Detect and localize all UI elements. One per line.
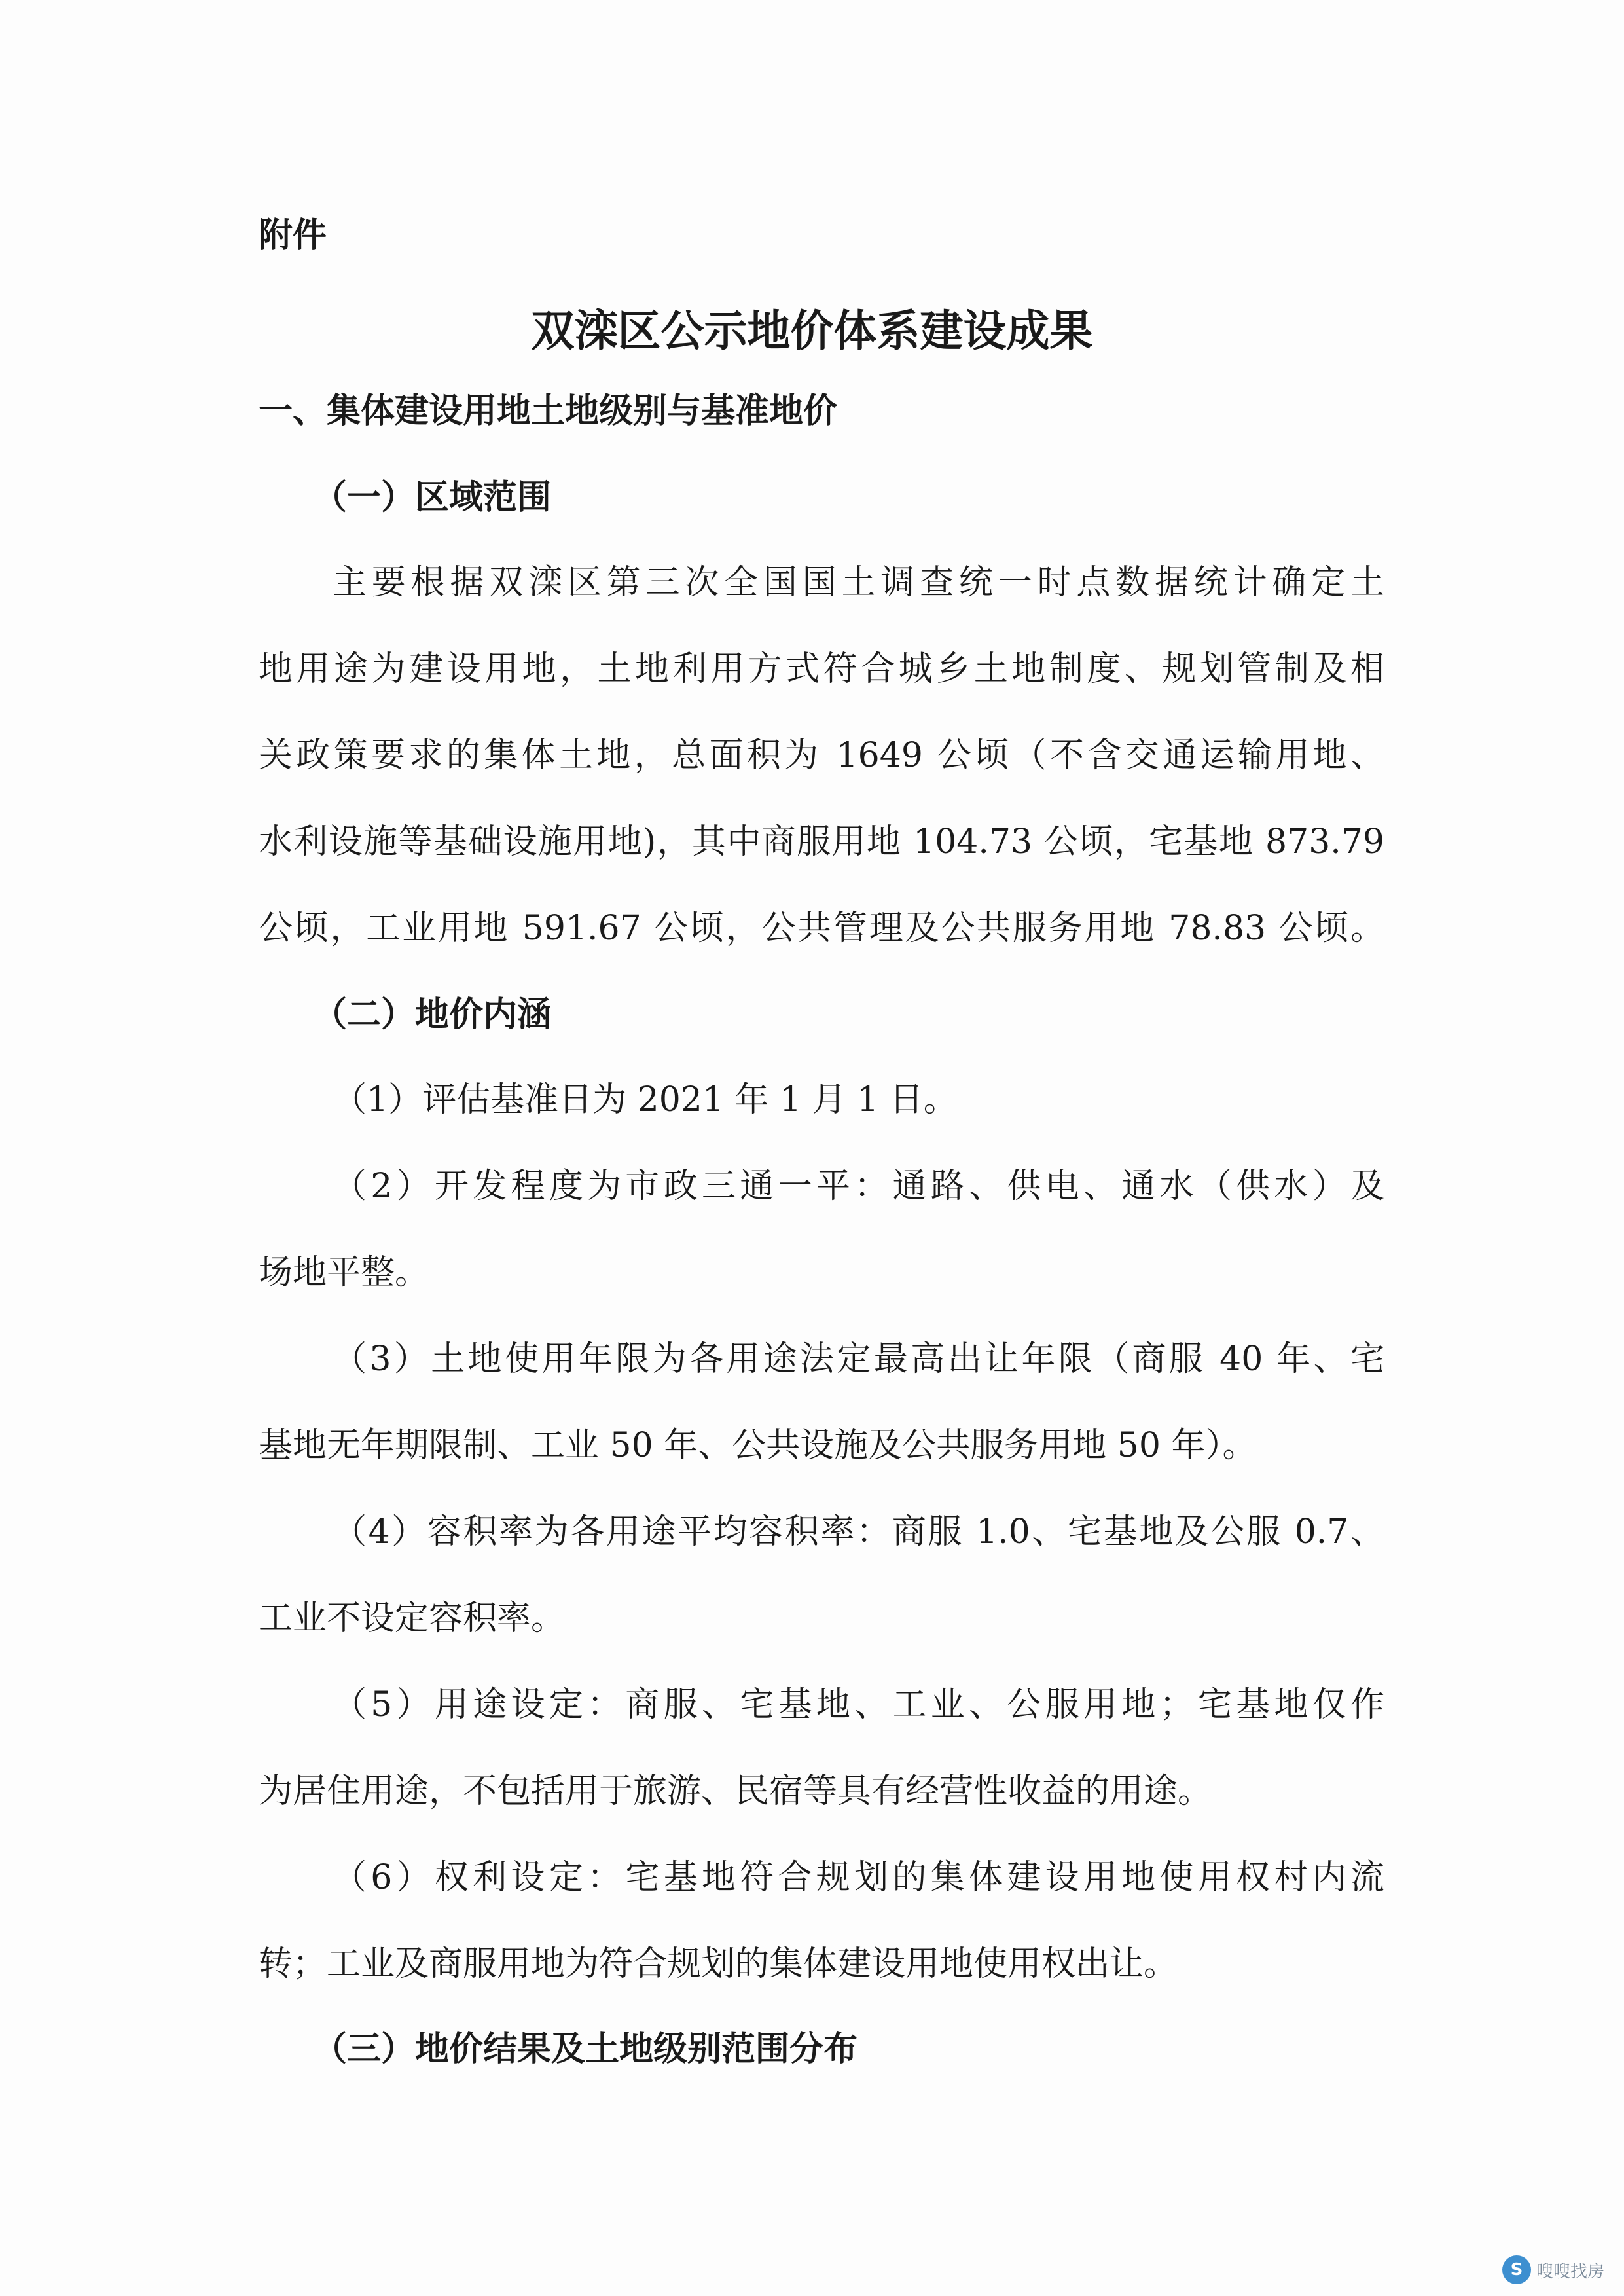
list-item: （4）容积率为各用途平均容积率：商服 1.0、宅基地及公服 0.7、 [333, 1512, 1384, 1552]
list-item: （2）开发程度为市政三通一平：通路、供电、通水（供水）及 [333, 1167, 1384, 1206]
paragraph-line: 水利设施等基础设施用地)，其中商服用地 104.73 公顷，宅基地 873.79 [259, 822, 1384, 862]
list-item-continuation: 为居住用途，不包括用于旅游、民宿等具有经营性收益的用途。 [259, 1772, 1212, 1811]
subsection-heading-2: （二）地价内涵 [313, 995, 552, 1034]
list-item: （3）土地使用年限为各用途法定最高出让年限（商服 40 年、宅 [333, 1339, 1384, 1379]
sousou-logo-icon: S [1502, 2255, 1531, 2284]
list-item-continuation: 场地平整。 [259, 1253, 429, 1292]
paragraph-line: 关政策要求的集体土地，总面积为 1649 公顷（不含交通运输用地、 [259, 736, 1384, 775]
subsection-heading-1: （一）区域范围 [313, 478, 552, 517]
attachment-label: 附件 [259, 216, 327, 255]
list-item: （5）用途设定：商服、宅基地、工业、公服用地；宅基地仅作 [333, 1685, 1384, 1724]
paragraph-line: 公顷，工业用地 591.67 公顷，公共管理及公共服务用地 78.83 公顷。 [259, 909, 1384, 948]
subsection-heading-3: （三）地价结果及土地级别范围分布 [313, 2030, 858, 2069]
list-item-continuation: 转；工业及商服用地为符合规划的集体建设用地使用权出让。 [259, 1944, 1178, 1984]
list-item: （1）评估基准日为 2021 年 1 月 1 日。 [333, 1080, 958, 1120]
watermark [1502, 2251, 1604, 2288]
paragraph-line: 地用途为建设用地，土地利用方式符合城乡土地制度、规划管制及相 [259, 649, 1384, 689]
watermark-text: 嗖嗖找房 [1536, 2261, 1604, 2282]
page-title: 双滦区公示地价体系建设成果 [531, 305, 1093, 356]
list-item-continuation: 基地无年期限制、工业 50 年、公共设施及公共服务用地 50 年）。 [259, 1426, 1257, 1465]
paragraph-line: 主要根据双滦区第三次全国国土调查统一时点数据统计确定土 [333, 563, 1384, 602]
section-heading-1: 一、集体建设用地土地级别与基准地价 [259, 392, 838, 431]
list-item-continuation: 工业不设定容积率。 [259, 1599, 566, 1638]
list-item: （6）权利设定：宅基地符合规划的集体建设用地使用权村内流 [333, 1858, 1384, 1897]
